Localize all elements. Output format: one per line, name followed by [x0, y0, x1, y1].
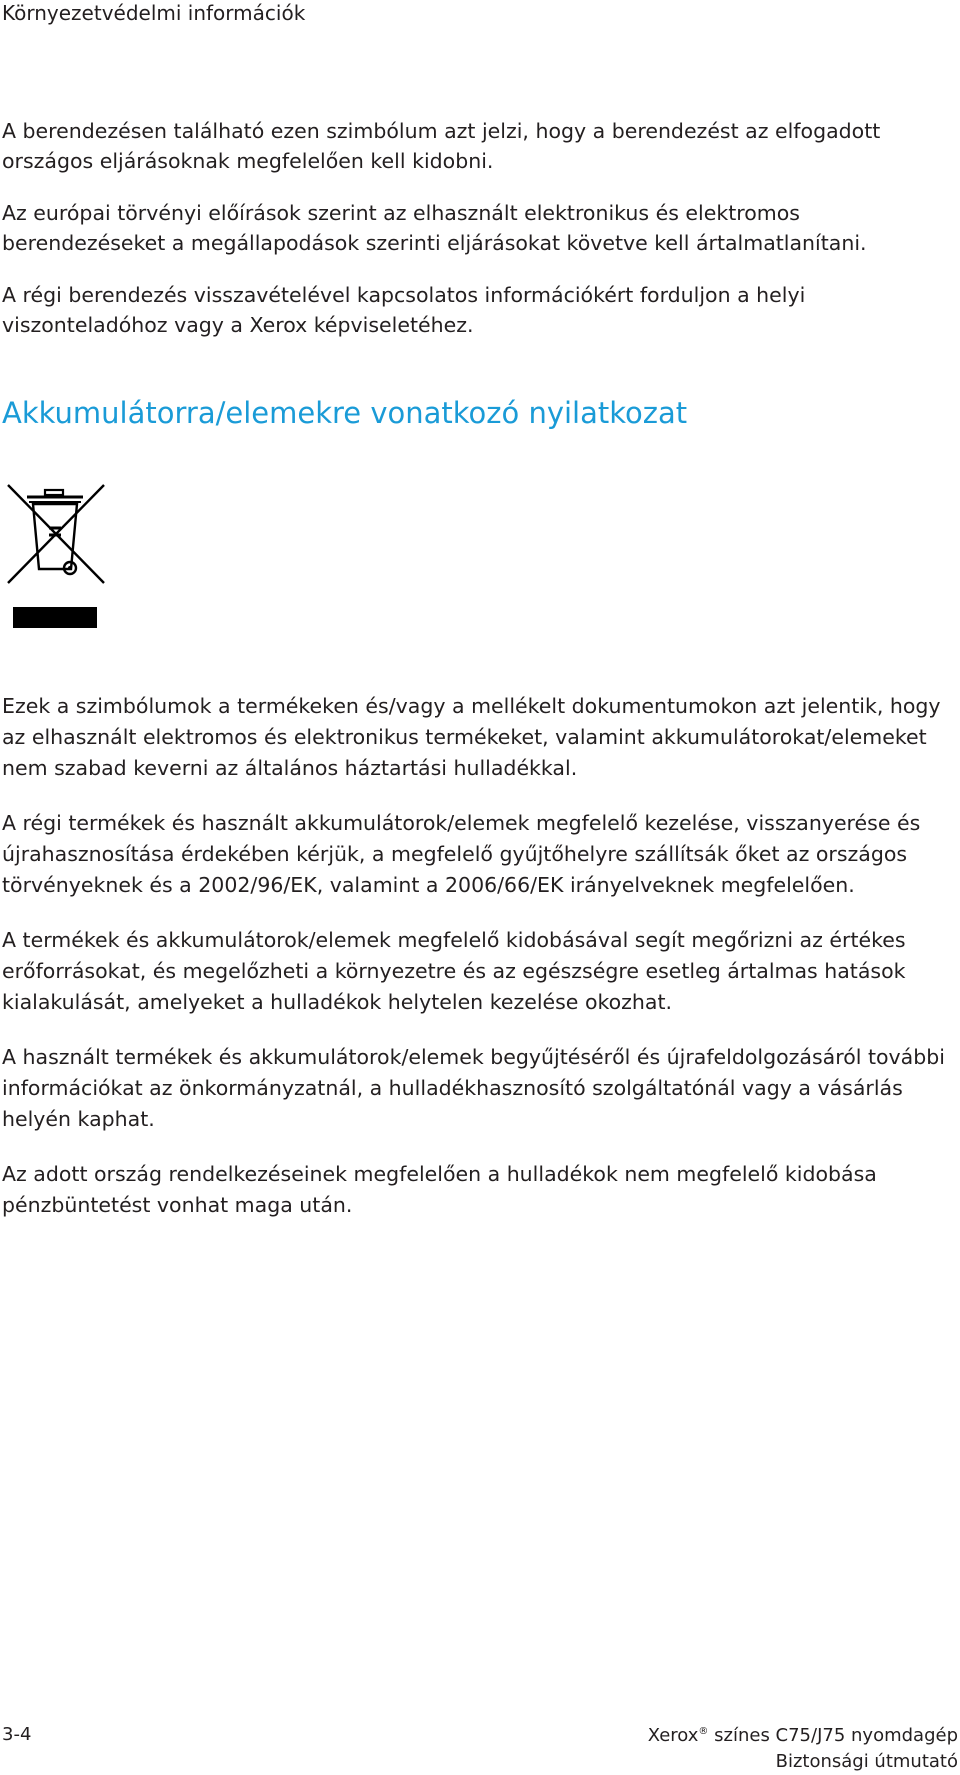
- registered-mark: ®: [698, 1726, 709, 1737]
- battery-statement-text: [2, 691, 957, 1245]
- section-title: Akkumulátorra/elemekre vonatkozó nyilatkozat: [2, 396, 688, 430]
- statement-paragraph-2: A régi termékek és használt akkumulátorok/elemek megfelelő kezelése, visszanyerése és újrahasznosítása érdekében kérjük, a megfelelő gyűjtőhelyre szállítsák őket az országos törvényeknek és a 2002/96/EK, valamint a 2006/66/EK irányelveknek megfelelően.: [2, 811, 921, 897]
- product-line: [648, 1723, 958, 1749]
- page-number: 3-4: [2, 1724, 32, 1745]
- statement-paragraph-1: Ezek a szimbólumok a termékeken és/vagy a mellékelt dokumentumokon azt jelentik, hogy az elhasznált elektromos és elektronikus termékeket, valamint akkumulátorokat/elemeket nem szabad keverni az általános háztartási hulladékkal.: [2, 694, 941, 780]
- running-header: Környezetvédelmi információk: [2, 1, 306, 25]
- crossed-out-wheeled-bin-icon: [3, 483, 107, 629]
- document-footer: [648, 1723, 958, 1775]
- intro-text: [2, 116, 952, 362]
- intro-paragraph-3: A régi berendezés visszavételével kapcsolatos információkért forduljon a helyi viszonteladóhoz vagy a Xerox képviseletéhez.: [2, 283, 806, 337]
- statement-paragraph-5: Az adott ország rendelkezéseinek megfelelően a hulladékok nem megfelelő kidobása pénzbüntetést vonhat maga után.: [2, 1162, 877, 1217]
- statement-paragraph-3: A termékek és akkumulátorok/elemek megfelelő kidobásával segít megőrizni az értékes erőforrásokat, és megelőzheti a környezetre és az egészségre esetleg ártalmas hatások kialakulását, amelyeket a hulladékok helytelen kezelése okozhat.: [2, 928, 906, 1014]
- intro-paragraph-2: Az európai törvényi előírások szerint az elhasznált elektronikus és elektromos berendezéseket a megállapodások szerinti eljárásokat követve kell ártalmatlanítani.: [2, 201, 867, 255]
- guide-title: Biztonsági útmutató: [775, 1751, 958, 1772]
- intro-paragraph-1: A berendezésen található ezen szimbólum azt jelzi, hogy a berendezést az elfogadott országos eljárásoknak megfelelően kell kidobni.: [2, 119, 881, 173]
- brand-name: Xerox: [647, 1725, 699, 1746]
- product-name: színes C75/J75 nyomdagép: [708, 1725, 958, 1746]
- statement-paragraph-4: A használt termékek és akkumulátorok/elemek begyűjtéséről és újrafeldolgozásáról további információkat az önkormányzatnál, a hulladékhasznosító szolgáltatónál vagy a vásárlás helyén kaphat.: [2, 1045, 945, 1131]
